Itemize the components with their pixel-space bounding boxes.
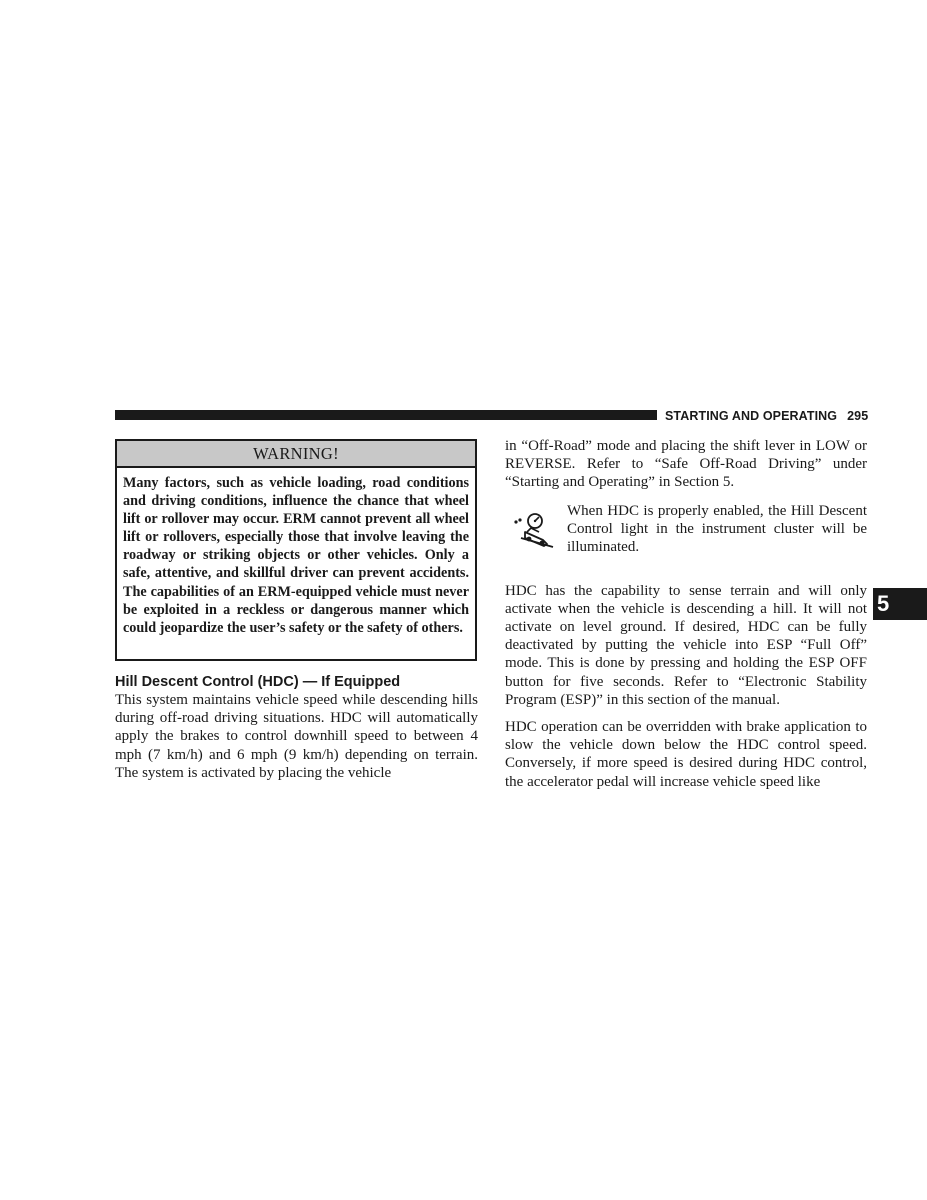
section-title: STARTING AND OPERATING [665,409,838,423]
icon-paragraph: When HDC is properly enabled, the Hill Descent Control light in the instrument cluster will be illuminated. [567,502,867,556]
warning-box [115,439,477,661]
right-column [505,437,867,791]
right-paragraph-2: HDC has the capability to sense terrain and will only activate when the vehicle is descending a hill. It will not activate on level ground. If desired, HDC can be fully deactivated by putting the vehicle into ESP “Full Off” mode. This is done by pressing and holding the ESP OFF button for five seconds. Refer to “Electronic Stability Program (ESP)” in this section of the manual. [505,582,867,708]
right-paragraph-3: HDC operation can be overridden with brake application to slow the vehicle down below the HDC control speed. Conversely, if more speed is desired during HDC control, the accelerator pedal will increase vehicle speed like [505,719,867,790]
left-paragraph: This system maintains vehicle speed while descending hills during off-road driving situations. HDC will automatically apply the brakes to control downhill speed to between 4 mph (7 km/h) and 6 mph (9 km/h) depending on terrain. The system is activated by placing the vehicle [115,692,478,781]
warning-body: Many factors, such as vehicle loading, road conditions and driving conditions, influence the chance that wheel lift or rollover may occur. ERM cannot prevent all wheel lift or rollovers, especially those that involve leaving the roadway or striking objects or other vehicles. Only a safe, attentive, and skillful driver can prevent accidents. The capabilities of an ERM-equipped vehicle must never be exploited in a reckless or dangerous manner which could jeopardize the user’s safety or the safety of others. [123,475,469,636]
warning-title: WARNING! [117,441,475,468]
header-rule [115,410,657,420]
right-paragraph-1: in “Off-Road” mode and placing the shift lever in LOW or REVERSE. Refer to “Safe Off-Road Driving” under “Starting and Operating” in Section 5. [505,438,867,491]
left-column [115,673,478,782]
hill-descent-control-icon [513,510,557,548]
running-header [665,408,868,424]
section-heading: Hill Descent Control (HDC) — If Equipped [115,674,401,690]
icon-row [505,502,867,566]
chapter-tab: 5 [873,588,927,620]
page-number: 295 [847,409,869,423]
